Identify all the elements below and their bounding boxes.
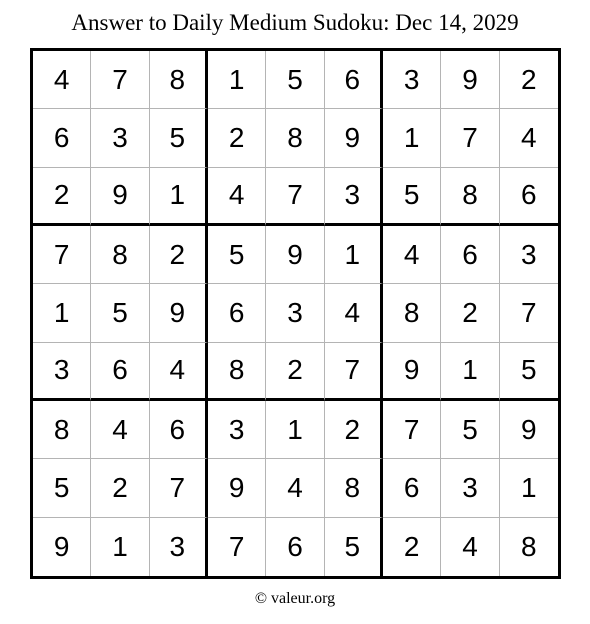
sudoku-cell: 5 — [91, 284, 149, 342]
sudoku-cell: 2 — [325, 401, 383, 459]
sudoku-cell: 9 — [383, 343, 441, 401]
sudoku-cell: 8 — [266, 109, 324, 167]
sudoku-cell: 5 — [325, 518, 383, 576]
sudoku-cell: 3 — [500, 226, 558, 284]
sudoku-cell: 2 — [441, 284, 499, 342]
sudoku-cell: 1 — [325, 226, 383, 284]
sudoku-cell: 8 — [91, 226, 149, 284]
sudoku-cell: 7 — [500, 284, 558, 342]
sudoku-cell: 8 — [383, 284, 441, 342]
sudoku-cell: 3 — [91, 109, 149, 167]
sudoku-cell: 2 — [500, 51, 558, 109]
sudoku-cell: 2 — [91, 459, 149, 517]
sudoku-cell: 5 — [441, 401, 499, 459]
sudoku-cell: 2 — [383, 518, 441, 576]
sudoku-cell: 5 — [500, 343, 558, 401]
sudoku-cell: 8 — [325, 459, 383, 517]
sudoku-cell: 7 — [208, 518, 266, 576]
sudoku-cell: 6 — [325, 51, 383, 109]
sudoku-cell: 1 — [33, 284, 91, 342]
sudoku-cell: 6 — [500, 168, 558, 226]
sudoku-cell: 9 — [500, 401, 558, 459]
sudoku-cell: 3 — [266, 284, 324, 342]
sudoku-cell: 7 — [91, 51, 149, 109]
sudoku-cell: 6 — [383, 459, 441, 517]
sudoku-cell: 2 — [150, 226, 208, 284]
sudoku-cell: 7 — [150, 459, 208, 517]
sudoku-cell: 6 — [208, 284, 266, 342]
sudoku-cell: 3 — [208, 401, 266, 459]
sudoku-cell: 5 — [150, 109, 208, 167]
sudoku-cell: 5 — [208, 226, 266, 284]
sudoku-cell: 6 — [91, 343, 149, 401]
sudoku-cell: 4 — [325, 284, 383, 342]
sudoku-cell: 4 — [33, 51, 91, 109]
sudoku-cell: 4 — [383, 226, 441, 284]
sudoku-cell: 8 — [521, 530, 537, 562]
sudoku-cell: 3 — [325, 168, 383, 226]
sudoku-cell: 4 — [91, 401, 149, 459]
copyright-symbol: © — [254, 590, 267, 607]
page-title: Answer to Daily Medium Sudoku: Dec 14, 2029 — [71, 10, 519, 35]
sudoku-cell: 9 — [150, 284, 208, 342]
sudoku-cell: 6 — [266, 518, 324, 576]
sudoku-cell: 3 — [150, 518, 208, 576]
sudoku-cell: 6 — [150, 401, 208, 459]
sudoku-cell: 4 — [500, 109, 558, 167]
sudoku-cell: 3 — [33, 343, 91, 401]
sudoku-cell: 1 — [441, 343, 499, 401]
sudoku-cell: 8 — [208, 343, 266, 401]
sudoku-cell: 9 — [208, 459, 266, 517]
sudoku-cell: 9 — [266, 226, 324, 284]
sudoku-cell: 8 — [33, 401, 91, 459]
sudoku-cell: 1 — [500, 459, 558, 517]
sudoku-cell: 6 — [33, 109, 91, 167]
sudoku-cell: 9 — [91, 168, 149, 226]
sudoku-cell: 9 — [441, 51, 499, 109]
sudoku-cell: 3 — [441, 459, 499, 517]
sudoku-cell: 8 — [150, 51, 208, 109]
sudoku-cell: 4 — [150, 343, 208, 401]
sudoku-cell: 4 — [266, 459, 324, 517]
sudoku-cell: 5 — [383, 168, 441, 226]
sudoku-cell: 3 — [383, 51, 441, 109]
sudoku-cell: 7 — [383, 401, 441, 459]
sudoku-cell: 1 — [208, 51, 266, 109]
sudoku-grid — [30, 48, 561, 579]
sudoku-cell: 9 — [33, 518, 91, 576]
sudoku-cell: 2 — [266, 343, 324, 401]
sudoku-cell: 8 — [441, 168, 499, 226]
sudoku-cell: 1 — [383, 109, 441, 167]
sudoku-cell: 1 — [91, 518, 149, 576]
sudoku-cell: 7 — [441, 109, 499, 167]
sudoku-cell: 9 — [325, 109, 383, 167]
sudoku-cell: 2 — [33, 168, 91, 226]
sudoku-cell: 1 — [266, 401, 324, 459]
sudoku-cell: 2 — [208, 109, 266, 167]
sudoku-cell: 6 — [441, 226, 499, 284]
sudoku-cell: 7 — [266, 168, 324, 226]
sudoku-cell: 5 — [33, 459, 91, 517]
footer-credit — [0, 590, 590, 608]
sudoku-cell: 7 — [33, 226, 91, 284]
site-link[interactable]: valeur.org — [271, 590, 336, 607]
sudoku-cell: 1 — [150, 168, 208, 226]
sudoku-cell: 4 — [208, 168, 266, 226]
sudoku-cell: 5 — [266, 51, 324, 109]
sudoku-cell: 4 — [441, 518, 499, 576]
sudoku-cell: 7 — [325, 343, 383, 401]
